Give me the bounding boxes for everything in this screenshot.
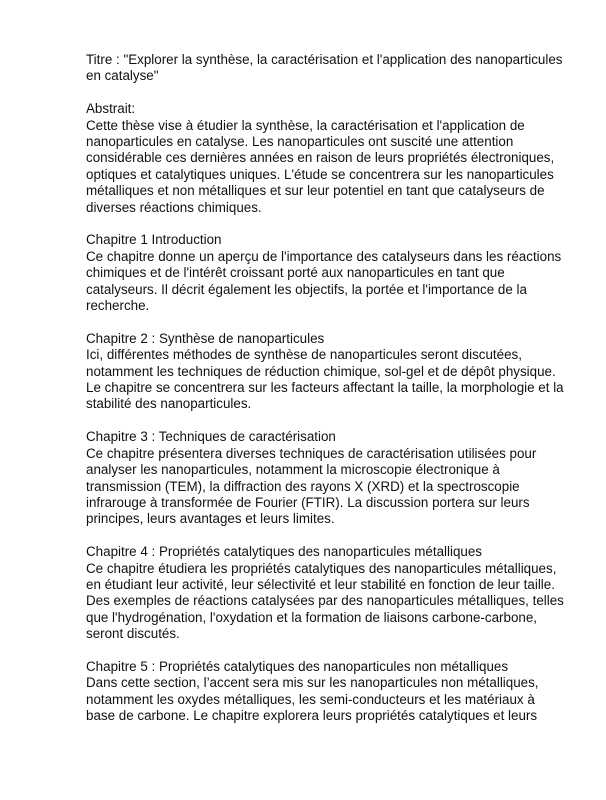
- section-heading: Chapitre 1 Introduction: [86, 232, 222, 248]
- section-heading: Chapitre 2 : Synthèse de nanoparticules: [86, 330, 325, 346]
- section-chapter-5: [86, 659, 566, 725]
- section-heading: Chapitre 3 : Techniques de caractérisation: [86, 429, 336, 445]
- section-heading: Chapitre 4 : Propriétés catalytiques des nanoparticules métalliques: [86, 544, 482, 560]
- section-chapter-1: [86, 232, 566, 314]
- section-chapter-3: [86, 429, 566, 527]
- section-body: Dans cette section, l’accent sera mis sur les nanoparticules non métalliques, notamment les oxydes métalliques, les semi-conducteurs et les matériaux à base de carbone. Le chapitre explorera leurs propriétés catalytiques et leurs: [86, 675, 539, 724]
- section-body: Cette thèse vise à étudier la synthèse, la caractérisation et l'application de nanoparticules en catalyse. Les nanoparticules ont suscité une attention considérable ces dernières années en raison de leurs propriétés électroniques, optiques et catalytiques uniques. L'étude se concentrera sur les nanoparticules métalliques et non métalliques et sur leur potentiel en tant que catalyseurs de diverses réactions chimiques.: [86, 117, 555, 215]
- section-body: Ce chapitre présentera diverses techniques de caractérisation utilisées pour analyser les nanoparticules, notamment la microscopie électronique à transmission (TEM), la diffraction des rayons X (XRD) et la spectroscopie infrarouge à transformée de Fourier (FTIR). La discussion portera sur leurs principes, leurs avantages et leurs limites.: [86, 445, 537, 527]
- section-body: Ici, différentes méthodes de synthèse de nanoparticules seront discutées, notamment les techniques de réduction chimique, sol-gel et de dépôt physique. Le chapitre se concentrera sur les facteurs affectant la taille, la morphologie et la stabilité des nanoparticules.: [86, 347, 564, 412]
- section-heading: Chapitre 5 : Propriétés catalytiques des nanoparticules non métalliques: [86, 658, 509, 674]
- title-block: [86, 52, 566, 85]
- section-heading: Abstrait:: [86, 101, 136, 117]
- document-content: [86, 52, 566, 741]
- document-title: Titre : "Explorer la synthèse, la caractérisation et l'application des nanoparticules en catalyse": [86, 52, 563, 84]
- section-chapter-4: [86, 544, 566, 642]
- section-body: Ce chapitre donne un aperçu de l'importance des catalyseurs dans les réactions chimiques et de l'intérêt croissant porté aux nanoparticules en tant que catalyseurs. Il décrit également les objectifs, la portée et l'importance de la recherche.: [86, 248, 562, 314]
- section-body: Ce chapitre étudiera les propriétés catalytiques des nanoparticules métalliques, en étudiant leur activité, leur sélectivité et leur stabilité en fonction de leur taille. Des exemples de réactions catalysées par des nanoparticules métalliques, telles que l'hydrogénation, l'oxydation et la formation de liaisons carbone-carbone, seront discutés.: [86, 560, 564, 642]
- section-abstract: [86, 101, 566, 216]
- section-chapter-2: [86, 331, 566, 413]
